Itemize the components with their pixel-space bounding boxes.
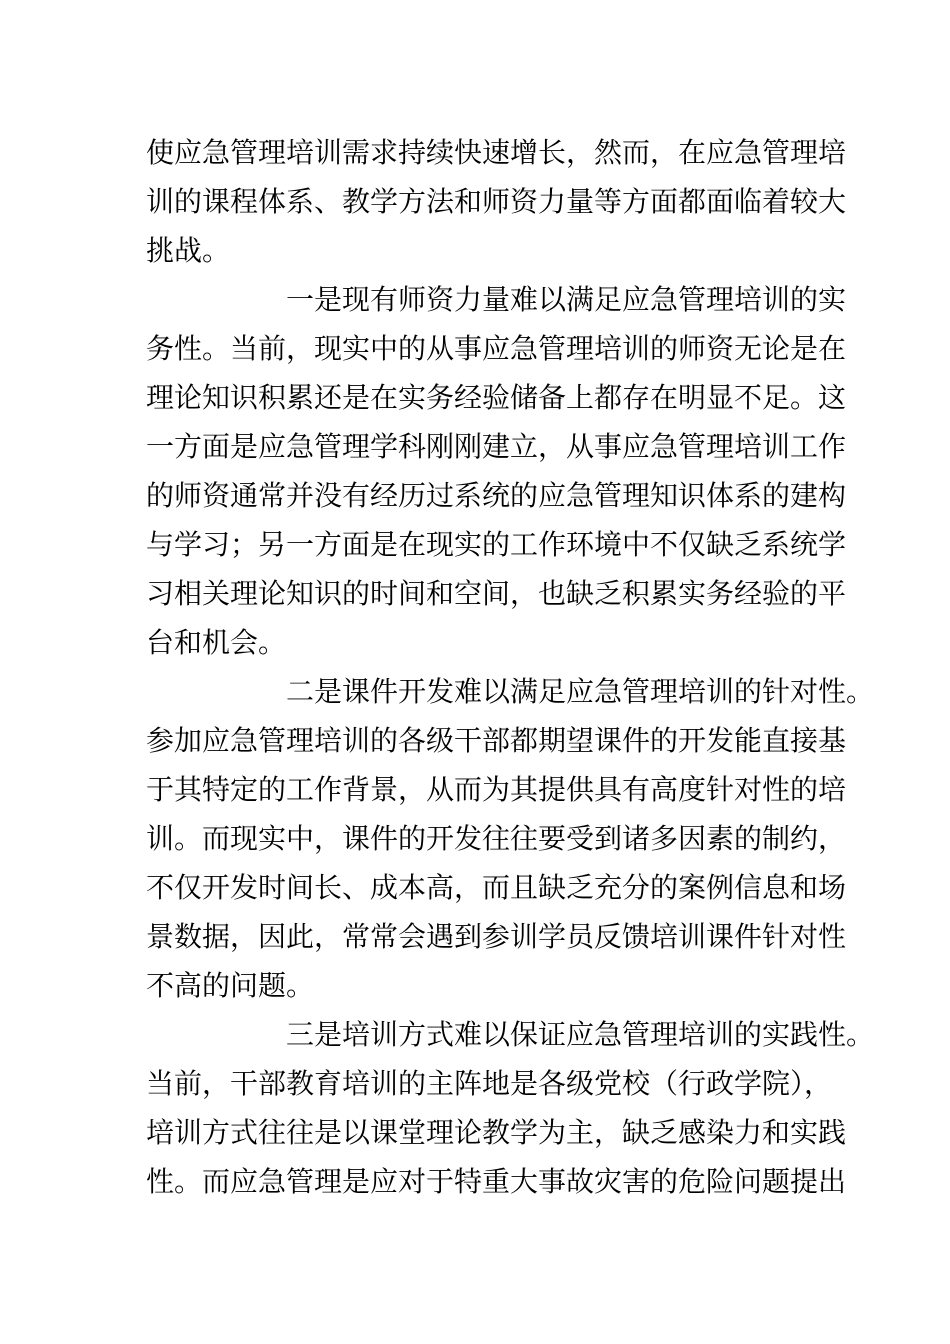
text-line-2: 训的课程体系、教学方法和师资力量等方面都面临着较大 bbox=[146, 185, 847, 218]
text-line-11: 台和机会。 bbox=[146, 626, 287, 659]
text-line-14: 于其特定的工作背景，从而为其提供具有高度针对性的培 bbox=[146, 773, 847, 806]
text-line-13: 参加应急管理培训的各级干部都期望课件的开发能直接基 bbox=[146, 724, 847, 757]
text-line-9: 与学习；另一方面是在现实的工作环境中不仅缺乏系统学 bbox=[146, 528, 847, 561]
paragraph-2-first-line: 二是课件开发难以满足应急管理培训的针对性。 bbox=[286, 675, 875, 708]
text-line-1: 使应急管理培训需求持续快速增长，然而，在应急管理培 bbox=[146, 136, 847, 169]
text-line-16: 不仅开发时间长、成本高，而且缺乏充分的案例信息和场 bbox=[146, 871, 847, 904]
text-line-21: 培训方式往往是以课堂理论教学为主，缺乏感染力和实践 bbox=[146, 1116, 847, 1149]
text-line-10: 习相关理论知识的时间和空间，也缺乏积累实务经验的平 bbox=[146, 577, 847, 610]
text-line-20: 当前，干部教育培训的主阵地是各级党校（行政学院）， bbox=[146, 1067, 833, 1100]
text-line-7: 一方面是应急管理学科刚刚建立，从事应急管理培训工作 bbox=[146, 430, 847, 463]
text-line-8: 的师资通常并没有经历过系统的应急管理知识体系的建构 bbox=[146, 479, 847, 512]
text-line-17: 景数据，因此，常常会遇到参训学员反馈培训课件针对性 bbox=[146, 920, 847, 953]
text-line-6: 理论知识积累还是在实务经验储备上都存在明显不足。这 bbox=[146, 381, 847, 414]
text-line-18: 不高的问题。 bbox=[146, 969, 315, 1002]
text-line-5: 务性。当前，现实中的从事应急管理培训的师资无论是在 bbox=[146, 332, 847, 365]
text-line-3: 挑战。 bbox=[146, 234, 231, 267]
text-line-15: 训。而现实中，课件的开发往往要受到诸多因素的制约， bbox=[146, 822, 847, 855]
paragraph-3-first-line: 三是培训方式难以保证应急管理培训的实践性。 bbox=[286, 1018, 875, 1051]
paragraph-1-first-line: 一是现有师资力量难以满足应急管理培训的实 bbox=[286, 283, 847, 316]
text-line-22: 性。而应急管理是应对于特重大事故灾害的危险问题提出 bbox=[146, 1165, 847, 1198]
